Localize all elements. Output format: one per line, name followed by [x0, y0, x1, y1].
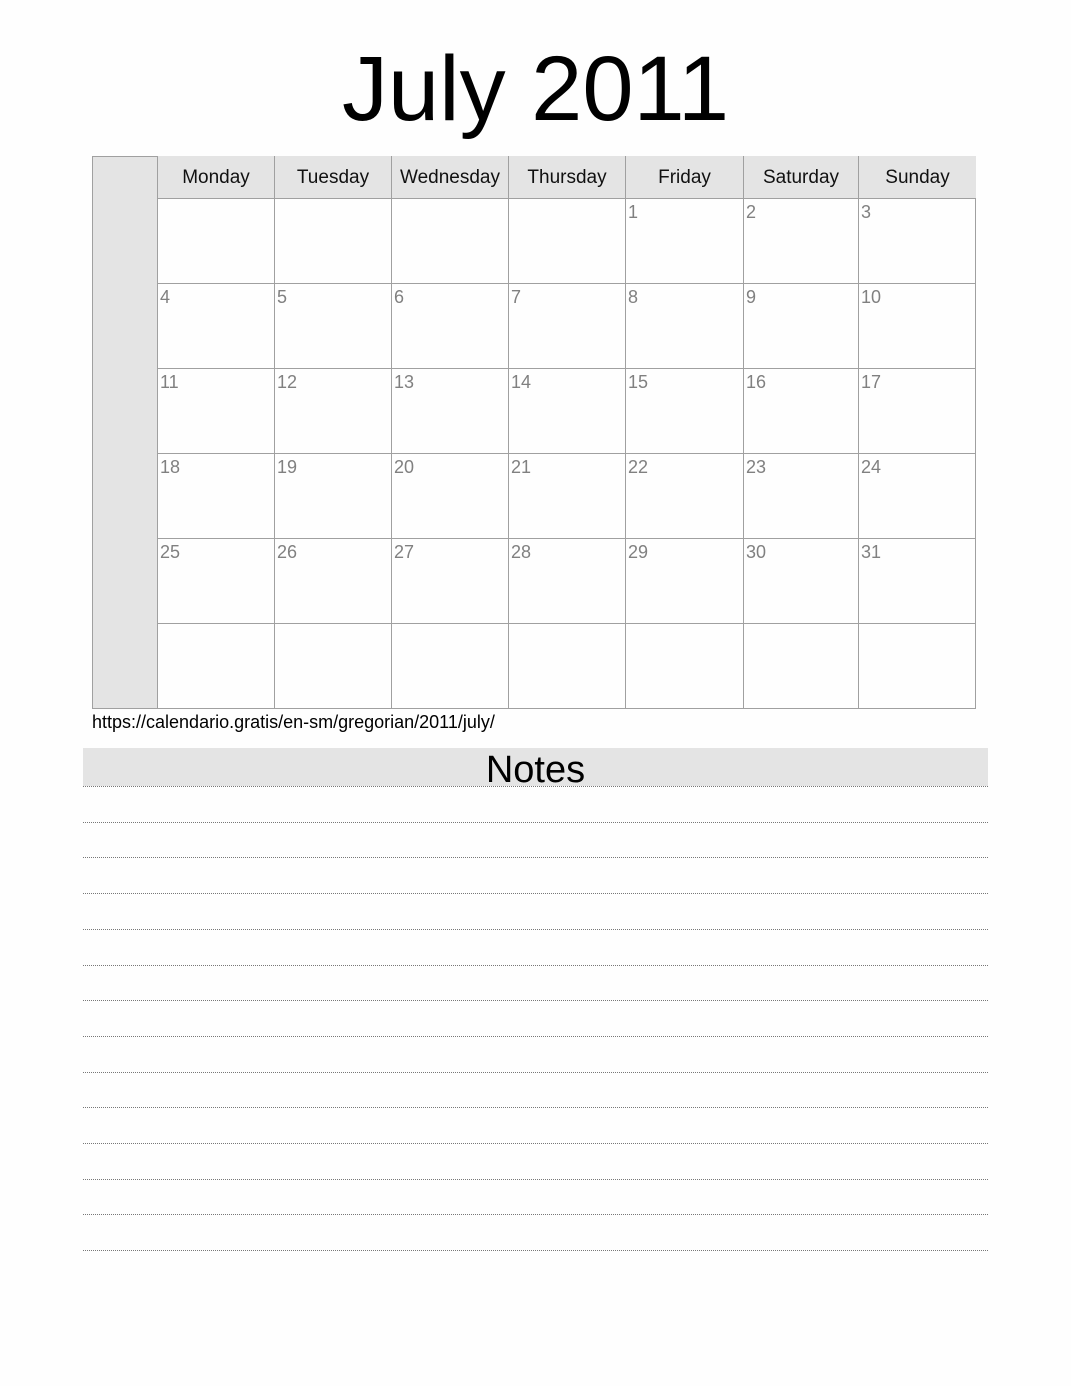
day-cell[interactable]: 8 [625, 284, 743, 369]
notes-label: Notes [485, 749, 586, 791]
weekday-header: Tuesday [274, 156, 391, 199]
day-cell[interactable]: 30 [743, 539, 858, 624]
day-cell[interactable]: 23 [743, 454, 858, 539]
day-cell[interactable]: 17 [858, 369, 976, 454]
weekday-header: Monday [157, 156, 274, 199]
day-cell[interactable]: 24 [858, 454, 976, 539]
day-cell[interactable] [157, 624, 274, 709]
day-cell[interactable]: 29 [625, 539, 743, 624]
day-cell[interactable]: 26 [274, 539, 391, 624]
note-line [83, 1250, 988, 1251]
note-line [83, 1107, 988, 1108]
day-cell[interactable] [858, 624, 976, 709]
day-cell[interactable]: 13 [391, 369, 508, 454]
day-cell[interactable]: 18 [157, 454, 274, 539]
day-cell[interactable] [508, 624, 625, 709]
day-cell[interactable]: 10 [858, 284, 976, 369]
source-url[interactable]: https://calendario.gratis/en-sm/gregorian/2011/july/ [92, 712, 495, 732]
note-line [83, 857, 988, 858]
day-cell[interactable]: 20 [391, 454, 508, 539]
note-line [83, 1036, 988, 1037]
day-cell[interactable]: 15 [625, 369, 743, 454]
note-line [83, 1214, 988, 1215]
calendar-title: July 2011 [341, 38, 729, 140]
day-cell[interactable] [743, 624, 858, 709]
day-cell[interactable]: 1 [625, 199, 743, 284]
note-line [83, 1000, 988, 1001]
day-cell[interactable]: 16 [743, 369, 858, 454]
weekday-header: Thursday [508, 156, 625, 199]
day-cell[interactable]: 28 [508, 539, 625, 624]
day-cell[interactable]: 9 [743, 284, 858, 369]
notes-header [83, 748, 988, 791]
note-line [83, 1179, 988, 1180]
day-cell[interactable]: 2 [743, 199, 858, 284]
day-cell[interactable]: 5 [274, 284, 391, 369]
day-cell[interactable]: 21 [508, 454, 625, 539]
note-line [83, 893, 988, 894]
day-cell[interactable] [391, 624, 508, 709]
day-cell[interactable]: 4 [157, 284, 274, 369]
weekday-header: Saturday [743, 156, 858, 199]
day-cell[interactable]: 25 [157, 539, 274, 624]
day-cell[interactable]: 22 [625, 454, 743, 539]
day-cell[interactable] [391, 199, 508, 284]
day-cell[interactable]: 31 [858, 539, 976, 624]
day-cell[interactable] [274, 624, 391, 709]
day-cell[interactable] [625, 624, 743, 709]
note-line [83, 929, 988, 930]
note-line [83, 822, 988, 823]
day-cell[interactable]: 3 [858, 199, 976, 284]
day-cell[interactable]: 6 [391, 284, 508, 369]
note-line [83, 786, 988, 787]
day-cell[interactable] [274, 199, 391, 284]
weekday-header: Friday [625, 156, 743, 199]
day-cell[interactable]: 12 [274, 369, 391, 454]
day-cell[interactable]: 7 [508, 284, 625, 369]
day-cell[interactable] [508, 199, 625, 284]
weekday-header: Sunday [858, 156, 976, 199]
day-cell[interactable]: 19 [274, 454, 391, 539]
day-cell[interactable]: 11 [157, 369, 274, 454]
day-cell[interactable]: 14 [508, 369, 625, 454]
note-line [83, 965, 988, 966]
note-line [83, 1143, 988, 1144]
day-cell[interactable] [157, 199, 274, 284]
day-cell[interactable]: 27 [391, 539, 508, 624]
note-line [83, 1072, 988, 1073]
weekday-header: Wednesday [391, 156, 508, 199]
